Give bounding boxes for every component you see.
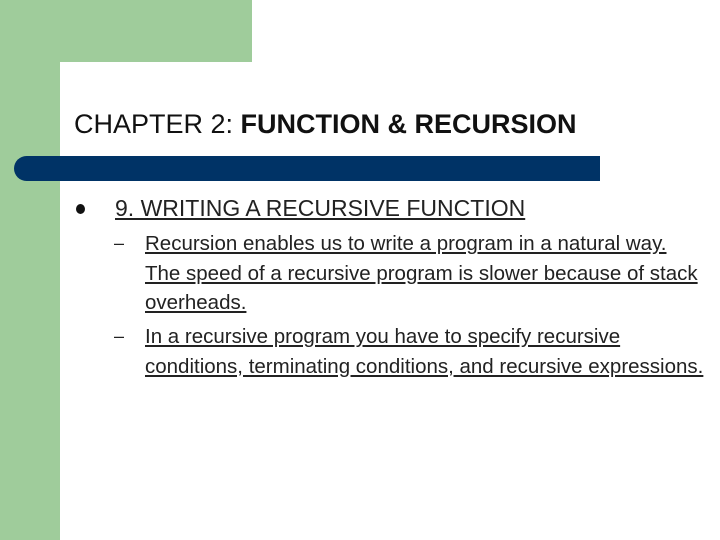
title-underline-bar bbox=[14, 156, 600, 181]
decorative-green-top-block bbox=[0, 0, 252, 62]
sub-item-dash: – bbox=[114, 326, 125, 346]
bullet-dot-icon bbox=[76, 204, 85, 214]
title-prefix: CHAPTER 2: bbox=[74, 109, 241, 139]
decorative-green-sidebar bbox=[0, 0, 60, 540]
sub-item-text: In a recursive program you have to specify recursive conditions, terminating conditions, and recursive expressions. bbox=[145, 325, 704, 378]
sub-item-text: Recursion enables us to write a program in a natural way. The speed of a recursive program is slower because of stack overheads. bbox=[145, 232, 698, 314]
slide-title bbox=[74, 106, 577, 142]
decorative-rounded-corner bbox=[60, 62, 100, 102]
title-bold: FUNCTION & RECURSION bbox=[240, 109, 577, 139]
bullet-heading: 9. WRITING A RECURSIVE FUNCTION bbox=[115, 195, 526, 221]
sub-item-dash: – bbox=[114, 233, 125, 253]
